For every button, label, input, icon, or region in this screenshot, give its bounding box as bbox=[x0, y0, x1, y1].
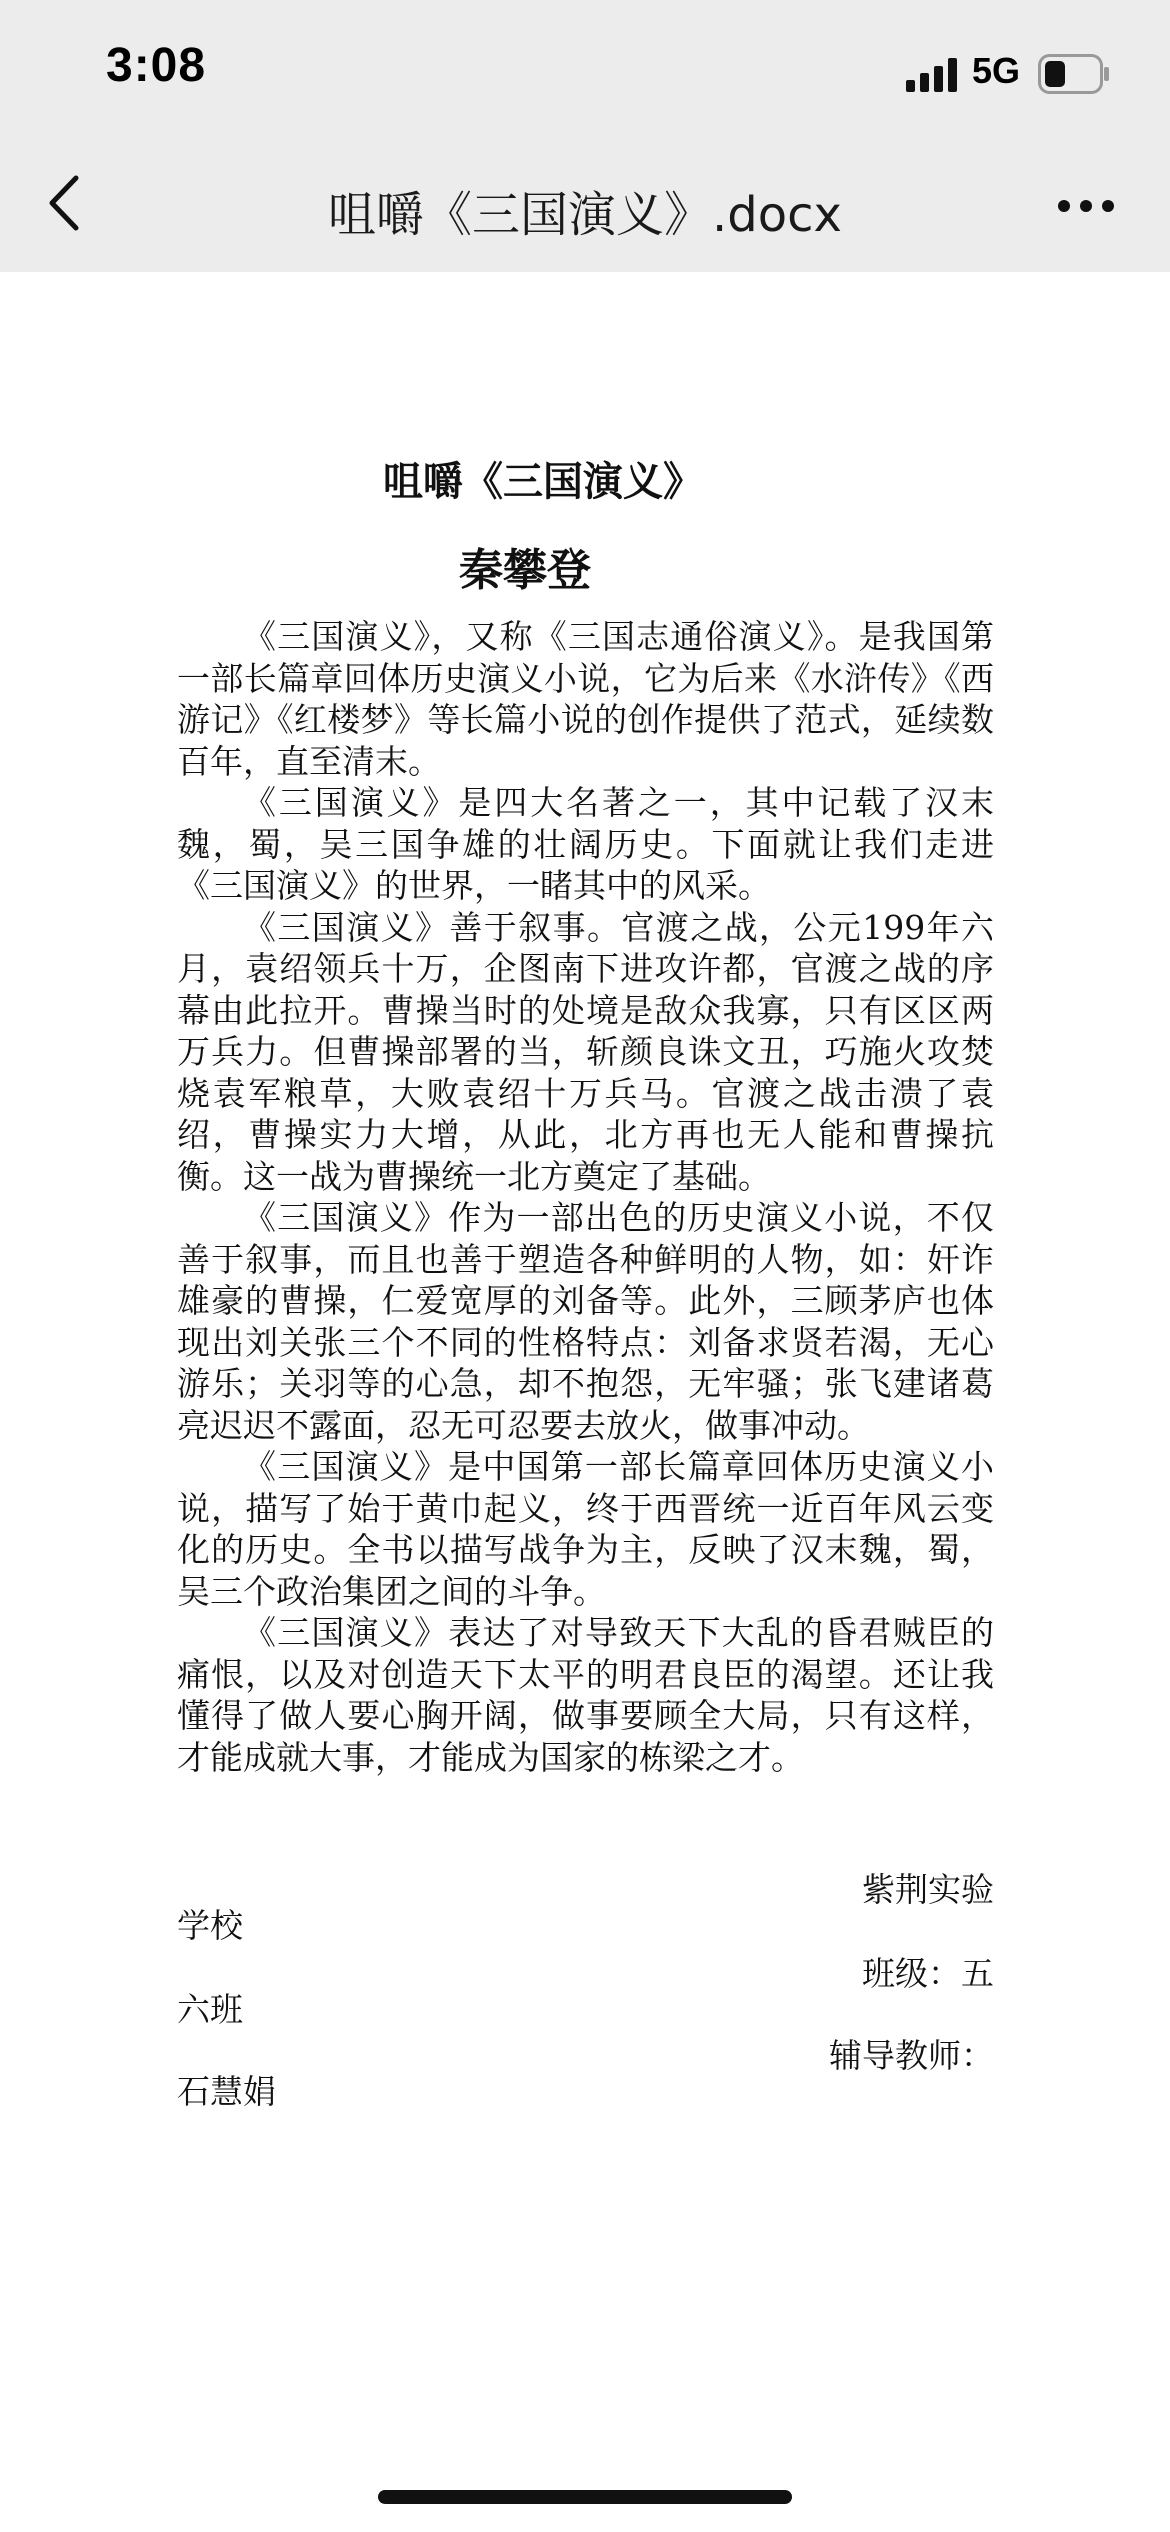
signature-teacher-line1: 辅导教师： bbox=[829, 2036, 994, 2075]
more-options-button[interactable] bbox=[1056, 196, 1116, 216]
cellular-signal-icon bbox=[906, 58, 958, 92]
body-paragraph: 《三国演义》作为一部出色的历史演义小说，不仅善于叙事，而且也善于塑造各种鲜明的人物，如：奸诈雄豪的曹操，仁爱宽厚的刘备等。此外，三顾茅庐也体现出刘关张三个不同的性格特点：刘备求贤若渴，无心游乐；关羽等的心急，却不抱怨，无牢骚；张飞建诸葛亮迟迟不露面，忍无可忍要去放火，做事冲动。 bbox=[177, 1198, 994, 1445]
body-paragraph: 《三国演义》是中国第一部长篇章回体历史演义小说，描写了始于黄巾起义，终于西晋统一近百年风云变化的历史。全书以描写战争为主，反映了汉末魏，蜀，吴三个政治集团之间的斗争。 bbox=[177, 1447, 994, 1611]
document-author: 秦攀登 bbox=[459, 545, 591, 596]
signature-teacher-line2: 石慧娟 bbox=[177, 2072, 276, 2111]
document-page bbox=[0, 272, 1170, 2532]
top-bar bbox=[0, 0, 1170, 272]
status-time: 3:08 bbox=[106, 39, 207, 92]
ellipsis-icon bbox=[1058, 200, 1114, 212]
chevron-left-icon bbox=[52, 178, 76, 228]
home-indicator[interactable] bbox=[378, 2490, 792, 2504]
body-paragraph: 《三国演义》善于叙事。官渡之战，公元199年六月，袁绍领兵十万，企图南下进攻许都，官渡之战的序幕由此拉开。曹操当时的处境是敌众我寡，只有区区两万兵力。但曹操部署的当，斩颜良诛文丑，巧施火攻焚烧袁军粮草，大败袁绍十万兵马。官渡之战击溃了袁绍，曹操实力大增，从此，北方再也无人能和曹操抗衡。这一战为曹操统一北方奠定了基础。 bbox=[177, 907, 994, 1196]
signature-school-line1: 紫荆实验 bbox=[862, 1870, 994, 1909]
signature-school-line2: 学校 bbox=[177, 1906, 243, 1945]
body-paragraph: 《三国演义》是四大名著之一，其中记载了汉末魏，蜀，吴三国争雄的壮阔历史。下面就让我们走进《三国演义》的世界，一睹其中的风采。 bbox=[177, 783, 994, 905]
battery-icon bbox=[1038, 54, 1110, 94]
signature-class-line2: 六班 bbox=[177, 1990, 243, 2029]
document-body bbox=[177, 616, 994, 1778]
back-button[interactable] bbox=[40, 168, 90, 238]
body-paragraph: 《三国演义》表达了对导致天下大乱的昏君贼臣的痛恨，以及对创造天下太平的明君良臣的渴望。还让我懂得了做人要心胸开阔，做事要顾全大局，只有这样，才能成就大事，才能成为国家的栋梁之才。 bbox=[177, 1613, 994, 1777]
document-heading: 咀嚼《三国演义》 bbox=[383, 459, 703, 505]
network-type: 5G bbox=[972, 50, 1021, 91]
signature-class-line1: 班级：五 bbox=[862, 1954, 994, 1993]
document-title: 咀嚼《三国演义》.docx bbox=[328, 187, 842, 243]
body-paragraph: 《三国演义》，又称《三国志通俗演义》。是我国第一部长篇章回体历史演义小说，它为后来《水浒传》《西游记》《红楼梦》等长篇小说的创作提供了范式，延续数百年，直至清末。 bbox=[177, 617, 994, 781]
